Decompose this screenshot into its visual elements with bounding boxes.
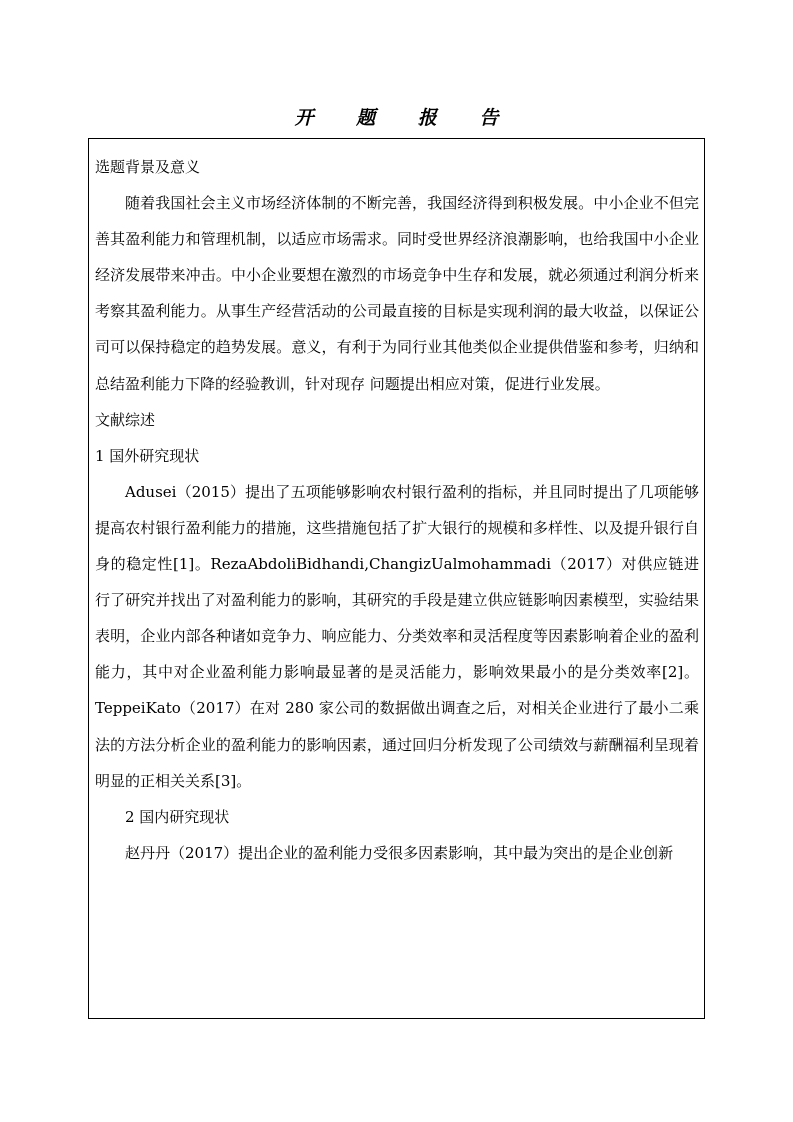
- report-content: [95, 149, 699, 871]
- subheading-domestic-research: 2 国内研究现状: [125, 807, 230, 826]
- paragraph-background: 随着我国社会主义市场经济体制的不断完善，我国经济得到积极发展。中小企业不但完善其盈利能力和管理机制，以适应市场需求。同时受世界经济浪潮影响，也给我国中小企业经济发展带来冲击。中小企业要想在激烈的市场竞争中生存和发展，就必须通过利润分析来考察其盈利能力。从事生产经营活动的公司最直接的目标是实现利润的最大收益，以保证公司可以保持稳定的趋势发展。意义，有利于为同行业其他类似企业提供借鉴和参考，归纳和总结盈利能力下降的经验教训，针对现存 问题提出相应对策，促进行业发展。: [95, 194, 699, 393]
- subheading-foreign-research: 1 国外研究现状: [95, 446, 200, 465]
- section-heading-background: 选题背景及意义: [95, 158, 201, 176]
- report-content-box: [88, 138, 705, 1019]
- paragraph-domestic-research: 赵丹丹（2017）提出企业的盈利能力受很多因素影响，其中最为突出的是企业创新: [125, 843, 674, 862]
- paragraph-foreign-research: Adusei（2015）提出了五项能够影响农村银行盈利的指标，并且同时提出了几项能够提高农村银行盈利能力的措施，这些措施包括了扩大银行的规模和多样性、以及提升银行自身的稳定性[1]。RezaAbdoliBidhandi,ChangizUalmohammadi（2017）对供应链进行了研究并找出了对盈利能力的影响，其研究的手段是建立供应链影响因素模型，实验结果表明，企业内部各种诸如竞争力、响应能力、分类效率和灵活程度等因素影响着企业的盈利能力，其中对企业盈利能力影响最显著的是灵活能力，影响效果最小的是分类效率[2]。TeppeiKato（2017）在对 280 家公司的数据做出调查之后，对相关企业进行了最小二乘法的方法分析企业的盈利能力的影响因素，通过回归分析发现了公司绩效与薪酬福利呈现着明显的正相关关系[3]。: [95, 482, 699, 790]
- page-title: 开 题 报 告: [294, 107, 517, 129]
- section-heading-literature-review: 文献综述: [95, 410, 156, 429]
